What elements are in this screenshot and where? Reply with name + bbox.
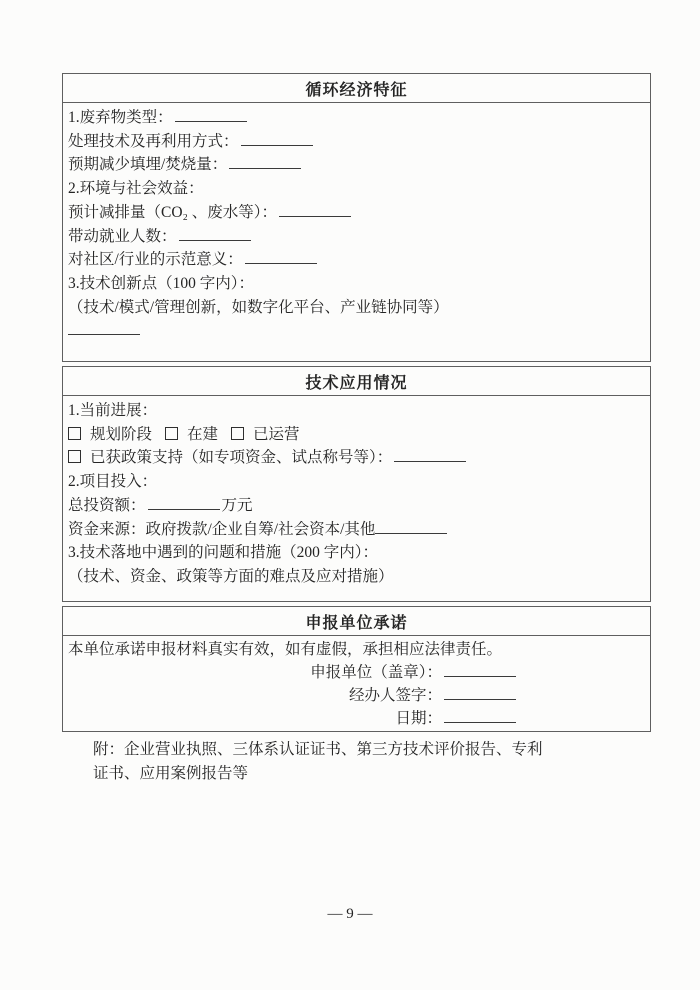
application-form (62, 73, 651, 787)
field-label-funding-source: 资金来源：政府拨款/企业自筹/社会资本/其他 (68, 520, 376, 538)
checkbox-planning-stage[interactable] (68, 427, 81, 440)
fill-in-blank-total-investment[interactable] (148, 496, 220, 510)
field-funding-source (68, 518, 644, 542)
field-waste-type (68, 106, 644, 130)
section-circular-economy (62, 73, 651, 362)
field-handler-signature (68, 684, 644, 707)
field-date (68, 707, 644, 730)
fill-in-blank-date[interactable] (444, 709, 516, 723)
page-number: — 9 — (327, 906, 373, 922)
fill-in-blank-treatment[interactable] (241, 132, 313, 146)
section-body-commitment (63, 636, 650, 731)
field-innovation-heading (68, 272, 644, 296)
field-label-date: 日期： (395, 709, 442, 727)
field-label-unit-seal: 申报单位（盖章）： (310, 663, 442, 681)
field-label-env-social: 2.环境与社会效益： (68, 180, 204, 198)
field-innovation-answer (68, 319, 644, 343)
field-label-waste-type: 1.废弃物类型： (68, 109, 173, 126)
field-label-total-investment: 总投资额： (68, 496, 146, 514)
field-demonstration (68, 248, 644, 272)
field-employment (68, 225, 644, 249)
checkbox-policy-support[interactable] (68, 450, 81, 463)
section-commitment (62, 606, 651, 732)
field-label-progress: 1.当前进展： (68, 402, 158, 420)
field-policy-support (68, 446, 644, 470)
field-unit-total-investment: 万元 (221, 496, 253, 514)
section-title-circular-economy: 循环经济特征 (63, 74, 650, 103)
section-title-commitment: 申报单位承诺 (63, 607, 650, 636)
checkbox-label-policy-support: 已获政策支持（如专项资金、试点称号等）： (90, 449, 393, 467)
fill-in-blank-employment[interactable] (179, 227, 251, 241)
field-problems-note (68, 565, 644, 589)
field-treatment (68, 130, 644, 154)
fill-in-blank-landfill-reduction[interactable] (229, 155, 301, 169)
field-label-employment: 带动就业人数： (68, 227, 177, 245)
field-label-landfill-reduction: 预期减少填埋/焚烧量： (68, 156, 228, 174)
fill-in-blank-funding-other[interactable] (375, 520, 447, 534)
fill-in-blank-innovation[interactable] (68, 321, 140, 335)
fill-in-blank-unit-seal[interactable] (444, 663, 516, 677)
section-tech-application (62, 366, 651, 602)
field-label-commitment-statement: 本单位承诺申报材料真实有效，如有虚假，承担相应法律责任。 (68, 640, 503, 658)
checkbox-label-under-construction: 在建 (187, 425, 219, 443)
section-body-circular-economy (63, 103, 650, 361)
field-env-social-heading (68, 177, 644, 201)
field-progress-options (68, 423, 644, 447)
field-label-handler-signature: 经办人签字： (348, 686, 442, 704)
field-innovation-note (68, 296, 644, 320)
field-label-treatment: 处理技术及再利用方式： (68, 132, 239, 150)
field-label-problems-note: （技术、资金、政策等方面的难点及应对措施） (68, 567, 394, 585)
checkbox-in-operation[interactable] (231, 427, 244, 440)
field-progress-heading (68, 399, 644, 423)
section-title-tech-application: 技术应用情况 (63, 367, 650, 396)
field-label-innovation: 3.技术创新点（100 字内）： (68, 274, 255, 292)
field-unit-seal (68, 661, 644, 684)
field-problems-heading (68, 541, 644, 565)
field-commitment-statement (68, 638, 644, 661)
fill-in-blank-demonstration[interactable] (245, 250, 317, 264)
fill-in-blank-emission-reduction[interactable] (279, 203, 351, 217)
field-label-emission-reduction: 预计减排量（CO₂ 、废水等）： (68, 203, 278, 221)
field-landfill-reduction (68, 153, 644, 177)
field-total-investment (68, 494, 644, 518)
fill-in-blank-waste-type[interactable] (175, 108, 247, 122)
attachment-note: 附：企业营业执照、三体系认证证书、第三方技术评价报告、专利证书、应用案例报告等 (93, 740, 543, 783)
fill-in-blank-policy-support[interactable] (394, 448, 466, 462)
section-body-tech-application (63, 396, 650, 601)
field-investment-heading (68, 470, 644, 494)
checkbox-under-construction[interactable] (165, 427, 178, 440)
field-label-innovation-note: （技术/模式/管理创新，如数字化平台、产业链协同等） (68, 298, 449, 316)
field-label-demonstration: 对社区/行业的示范意义： (68, 251, 243, 269)
checkbox-label-in-operation: 已运营 (253, 425, 300, 443)
field-emission-reduction (68, 201, 644, 225)
field-label-problems: 3.技术落地中遇到的问题和措施（200 字内）： (68, 544, 379, 562)
checkbox-label-planning-stage: 规划阶段 (90, 425, 153, 443)
fill-in-blank-handler-signature[interactable] (444, 686, 516, 700)
field-label-investment: 2.项目投入： (68, 473, 158, 491)
